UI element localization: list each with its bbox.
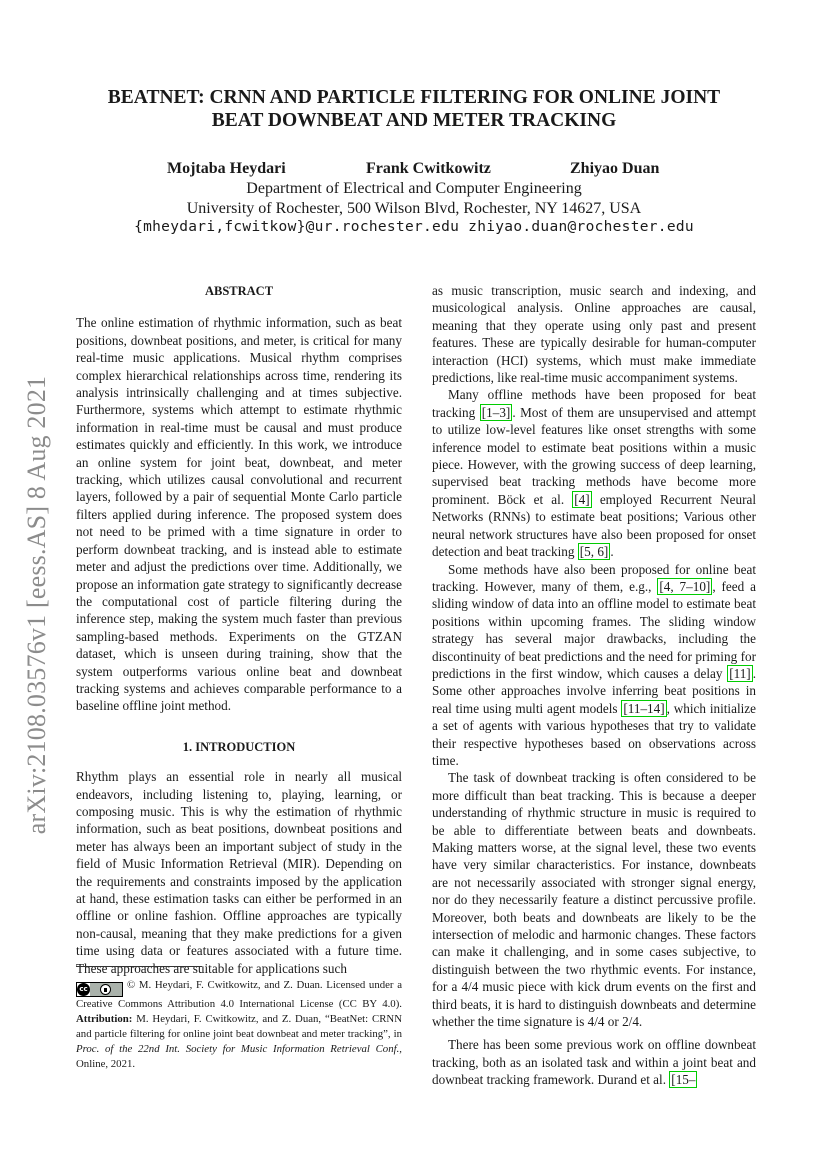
intro-paragraph-previous-work <box>432 1036 756 1088</box>
abstract-text: The online estimation of rhythmic information, such as beat positions, downbeat positions, and meter, is critical for many real-time music applications. Musical rhythm comprises complex hierarchical relationships across time, rendering its analysis intrinsically challenging and at times subjective. Furthermore, systems which attempt to estimate rhythmic information in real-time must be causal and must produce estimates quickly and efficiently. In this work, we introduce an online system for joint beat, downbeat, and meter tracking, which utilizes causal convolutional and recurrent layers, followed by a pair of sequential Monte Carlo particle filters applied during inference. The proposed system does not need to be primed with a time signature in order to perform downbeat tracking, and is instead able to estimate meter and adjust the predictions over time. Additionally, we propose an information gate strategy to significantly decrease the computational cost of particle filtering during the inference step, making the system much faster than previous sampling-based methods. Experiments on the GTZAN dataset, which is unseen during training, show that the system outperforms various online beat and downbeat tracking systems and achieves comparable performance to a baseline offline joint method. <box>76 315 402 714</box>
citation-link[interactable]: [11–14] <box>623 700 665 716</box>
citation-link[interactable]: [5, 6] <box>579 544 609 560</box>
title-line-2: BEAT DOWNBEAT AND METER TRACKING <box>211 110 617 131</box>
introduction-paragraph-1: Rhythm plays an essential role in nearly all musical endeavors, including listening to, playing, learning, or composing music. This is why the estimation of rhythmic information, such as beat positions, downbeat positions and meter has always been an important subject of study in the field of Music Information Retrieval (MIR). Depending on the requirements and constraints imposed by the application at hand, these estimation tasks can either be performed in an offline or online fashion. Offline approaches are typically non-causal, meaning that they make predictions for a given time using data or features associated with a future time. These approaches are suitable for applications such <box>76 769 402 976</box>
text-span: . <box>610 544 614 560</box>
author-3: Zhiyao Duan <box>570 160 660 177</box>
intro-paragraph-downbeat: The task of downbeat tracking is often considered to be more difficult than beat tracking. This is because a deeper understanding of rhythmic structure in music is required to be able to differentiate between beats and downbeats. Making matters worse, at the signal level, these two events have very similar characteristics. For instance, downbeats are not necessarily associated with stronger signal energy, nor do they necessarily feature a distinct percussive profile. Moreover, both beats and downbeats are likely to be the intersection of melodic and harmonic changes. These factors can make it challenging, and in some cases subjective, to distinguish between the two rhythmic events. For instance, for a 4/4 music piece with kick drum events on the first and third beats, it is hard to distinguish downbeats and determine whether the time signature is 4/4 or 2/4. <box>432 770 756 1030</box>
location-text: Online, 2021. <box>76 1058 136 1070</box>
citation-link[interactable]: [4] <box>574 491 590 507</box>
paper-title <box>60 86 768 132</box>
arxiv-stamp-text[interactable]: arXiv:2108.03576v1 [eess.AS] 8 Aug 2021 <box>22 375 51 835</box>
left-column <box>76 283 402 977</box>
affiliation-address: University of Rochester, 500 Wilson Blvd, Rochester, NY 14627, USA <box>186 200 642 217</box>
title-line-1: BEATNET: CRNN AND PARTICLE FILTERING FOR ONLINE JOINT <box>107 87 721 108</box>
license-footnote <box>76 978 402 1072</box>
intro-continued-paragraph: as music transcription, music search and indexing, and musicological analysis. Online approaches are causal, meaning that they operate using only past and present features. These are typically desirable for human-computer interaction (HCI) systems, which must make immediate predictions, like real-time music accompaniment systems. <box>432 283 756 386</box>
author-list <box>0 160 828 182</box>
citation-link[interactable]: [1–3] <box>481 404 511 420</box>
affiliation-department: Department of Electrical and Computer Engineering <box>246 180 582 197</box>
intro-paragraph-offline <box>432 386 756 560</box>
author-emails: {mheydari,fcwitkow}@ur.rochester.edu zhiyao.duan@rochester.edu <box>134 219 694 235</box>
cc-logo-icon: cc <box>77 983 90 996</box>
text-span: There has been some previous work on offline downbeat tracking, both as an isolated task and within a joint beat and downbeat tracking framework. Durand et al. <box>432 1037 756 1088</box>
arxiv-stamp <box>22 355 52 855</box>
cc-by-badge-icon <box>76 982 123 997</box>
footnote-rule <box>76 966 202 967</box>
text-span: employed Recurrent Neural Networks (RNNs) to estimate beat positions; Various other neural network structures have also been proposed for onset detection and beat tracking <box>432 491 756 560</box>
venue-text: Proc. of the 22nd Int. Society for Music Information Retrieval Conf., <box>76 1043 402 1055</box>
introduction-heading: 1. INTRODUCTION <box>182 739 296 754</box>
text-span: . Most of them are unsupervised and attempt to utilize low-level features like onset strengths with some inference model to estimate beat positions within a music piece. However, with the growing success of deep learning, supervised beat tracking methods have become more prominent. Böck et al. <box>432 404 756 507</box>
citation-link[interactable]: [11] <box>729 665 751 681</box>
text-span: . Some other approaches involve inferring beat positions in real time using multi agent models <box>432 665 756 716</box>
text-span: , which initialize a set of agents with various hypotheses that try to validate their respective hypotheses based on observations across time. <box>432 700 756 768</box>
right-column <box>432 282 756 1089</box>
intro-paragraph-online <box>432 561 756 770</box>
by-attribution-icon <box>90 983 122 996</box>
citation-link[interactable]: [4, 7–10] <box>659 578 711 594</box>
attribution-label: Attribution: <box>76 1013 133 1025</box>
abstract-heading: ABSTRACT <box>204 284 274 298</box>
author-1: Mojtaba Heydari <box>167 160 286 177</box>
citation-link[interactable]: [15– <box>671 1072 696 1088</box>
license-text: © M. Heydari, F. Cwitkowitz, and Z. Duan. Licensed under a Creative Commons Attribution 4.0 International License (CC BY 4.0). <box>76 979 402 1010</box>
text-span: Some methods have also been proposed for online beat tracking. However, many of them, e.g., <box>432 561 756 594</box>
author-2: Frank Cwitkowitz <box>366 160 491 177</box>
attribution-text: M. Heydari, F. Cwitkowitz, and Z. Duan, “BeatNet: CRNN and particle filtering for online joint beat downbeat and meter tracking”, in <box>76 1013 402 1040</box>
text-span: Many offline methods have been proposed for beat tracking <box>432 387 756 420</box>
text-span: , feed a sliding window of data into an offline model to estimate beat positions within upcoming frames. The sliding window strategy has several major drawbacks, including the discontinuity of beat predictions and the need for priming for predictions in the first window, which causes a delay <box>432 578 756 681</box>
